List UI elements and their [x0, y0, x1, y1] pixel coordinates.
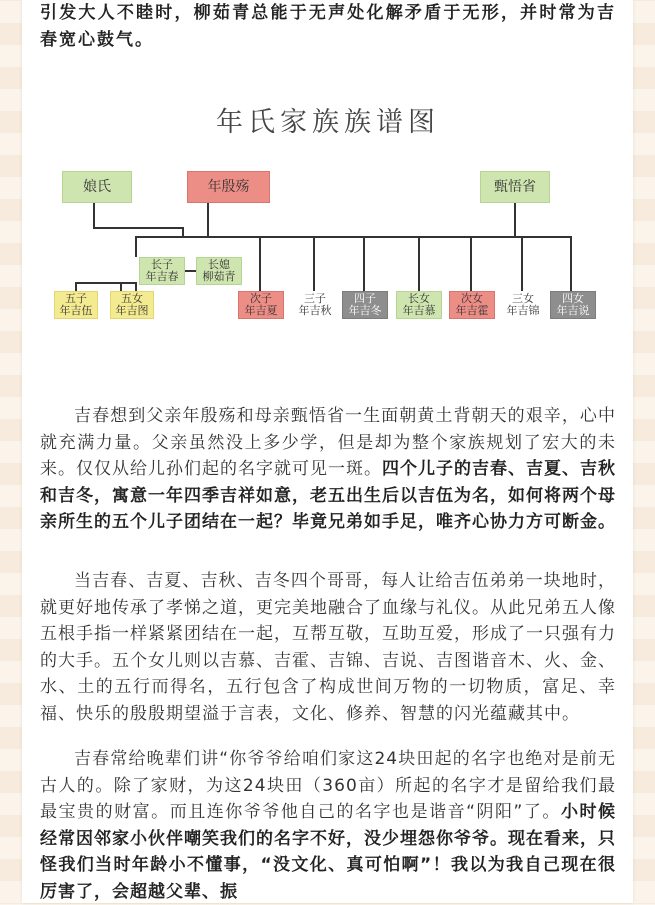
node-name: 年吉霍 — [455, 304, 489, 317]
connector-line — [135, 236, 137, 257]
fifth-daughter-node — [110, 291, 154, 319]
connector-line — [363, 236, 365, 291]
node-role: 四女 — [562, 292, 584, 305]
node-name: 年吉夏 — [244, 304, 278, 317]
paragraph-3-text: 吉春常给晚辈们讲“你爷爷给咱们家这24块田起的名字也绝对是前无古人的。除了家财，为这24块田（360亩）所起的名字才是留给我们最最宝贵的财富。而且连你爷爷他自己的名字也是谐音“阴阳”了。 — [40, 749, 616, 822]
node-role: 次子 — [250, 292, 272, 305]
intro-paragraph: 引发大人不睦时，柳茹青总能于无声处化解矛盾于无形，并时常为吉春宽心鼓气。 — [40, 3, 616, 50]
parent-yu-shi — [62, 171, 132, 203]
node-role: 长女 — [408, 292, 430, 305]
node-name: 年吉冬 — [348, 304, 382, 317]
connector-line — [93, 202, 95, 228]
paragraph-2: 当吉春、吉夏、吉秋、吉冬四个哥哥，每人让给吉伍弟弟一块地时，就更好地传承了孝悌之道，更完美地融合了血缘与礼仪。从此兄弟五人像五根手指一样紧紧团结在一起，互帮互敬，互助互爱，形成了一只强有力的大手。五个女儿则以吉慕、吉霍、吉锦、吉说、吉图谐音木、火、金、水、土的五行而得名，五行包含了构成世间万物的一切物质，富足、幸福、快乐的殷殷期望溢于言表，文化、修养、智慧的闪光蕴藏其中。 — [40, 571, 616, 724]
node-role: 五女 — [121, 292, 143, 305]
node-name: 年吉慕 — [402, 304, 436, 317]
connector-line — [135, 236, 570, 238]
paragraph-1-bold-text: 四个儿子的吉春、吉夏、吉秋和吉冬，寓意一年四季吉祥如意，老五出生后以吉伍为名，如何将两个母亲所生的五个儿子团结在一起？毕竟兄弟如手足，唯齐心协力方可断金。 — [40, 459, 616, 532]
child-node-third-daughter — [500, 291, 546, 319]
node-role: 长子 — [151, 258, 173, 271]
child-node-second-daughter — [449, 291, 495, 319]
paragraph-1 — [40, 403, 616, 536]
connector-line — [313, 236, 315, 291]
connector-line — [470, 236, 472, 291]
parent-nian-yinshang — [187, 171, 270, 203]
connector-line — [75, 282, 136, 284]
parent-zhen-wusheng — [480, 171, 550, 203]
paragraph-3 — [40, 746, 616, 905]
eldest-son-node — [139, 257, 185, 285]
child-node-second-son — [238, 291, 284, 319]
node-role: 三子 — [304, 292, 326, 305]
node-role: 三女 — [512, 292, 534, 305]
connector-line — [259, 236, 261, 291]
child-node-fourth-son — [342, 291, 388, 319]
connector-line — [570, 236, 572, 291]
node-name: 年吉秋 — [298, 304, 332, 317]
node-role: 次女 — [461, 292, 483, 305]
node-role: 长媳 — [208, 258, 230, 271]
node-name: 年吉说 — [556, 304, 590, 317]
fifth-son-node — [54, 291, 98, 319]
paragraph-3-bold-text: 小时候经常因邻家小伙伴嘲笑我们的名字不好，没少埋怨你爷爷。现在看来，只怪我们当时年龄小不懂事，“没文化、真可怕啊”！我以为我自己现在很厉害了，会超越父辈、振 — [40, 802, 616, 902]
node-name: 年吉春 — [145, 270, 179, 283]
node-name: 年殷殇 — [207, 179, 250, 195]
node-name: 柳茹青 — [202, 270, 236, 283]
family-tree-diagram — [40, 90, 616, 350]
node-name: 年吉伍 — [59, 304, 93, 317]
diagram-title: 年氏家族族谱图 — [216, 107, 440, 138]
node-name: 娘氏 — [83, 179, 111, 195]
node-role: 五子 — [65, 292, 87, 305]
connector-line — [207, 202, 209, 237]
connector-line — [418, 236, 420, 291]
paragraph-1-text: 吉春想到父亲年殷殇和母亲甄悟省一生面朝黄土背朝天的艰辛，心中就充满力量。父亲虽然没上多少学，但是却为整个家族规划了宏大的未来。仅仅从给儿孙们起的名字就可见一斑。 — [40, 406, 616, 479]
connector-line — [514, 202, 516, 238]
child-node-third-son — [292, 291, 338, 319]
connector-line — [93, 227, 184, 229]
node-name: 年吉锦 — [506, 304, 540, 317]
child-node-fourth-daughter — [550, 291, 596, 319]
node-name: 年吉图 — [115, 304, 149, 317]
node-name: 甄悟省 — [494, 179, 536, 195]
connector-line — [521, 236, 523, 291]
node-role: 四子 — [354, 292, 376, 305]
eldest-son-wife-node — [196, 257, 242, 285]
child-node-eldest-daughter — [396, 291, 442, 319]
